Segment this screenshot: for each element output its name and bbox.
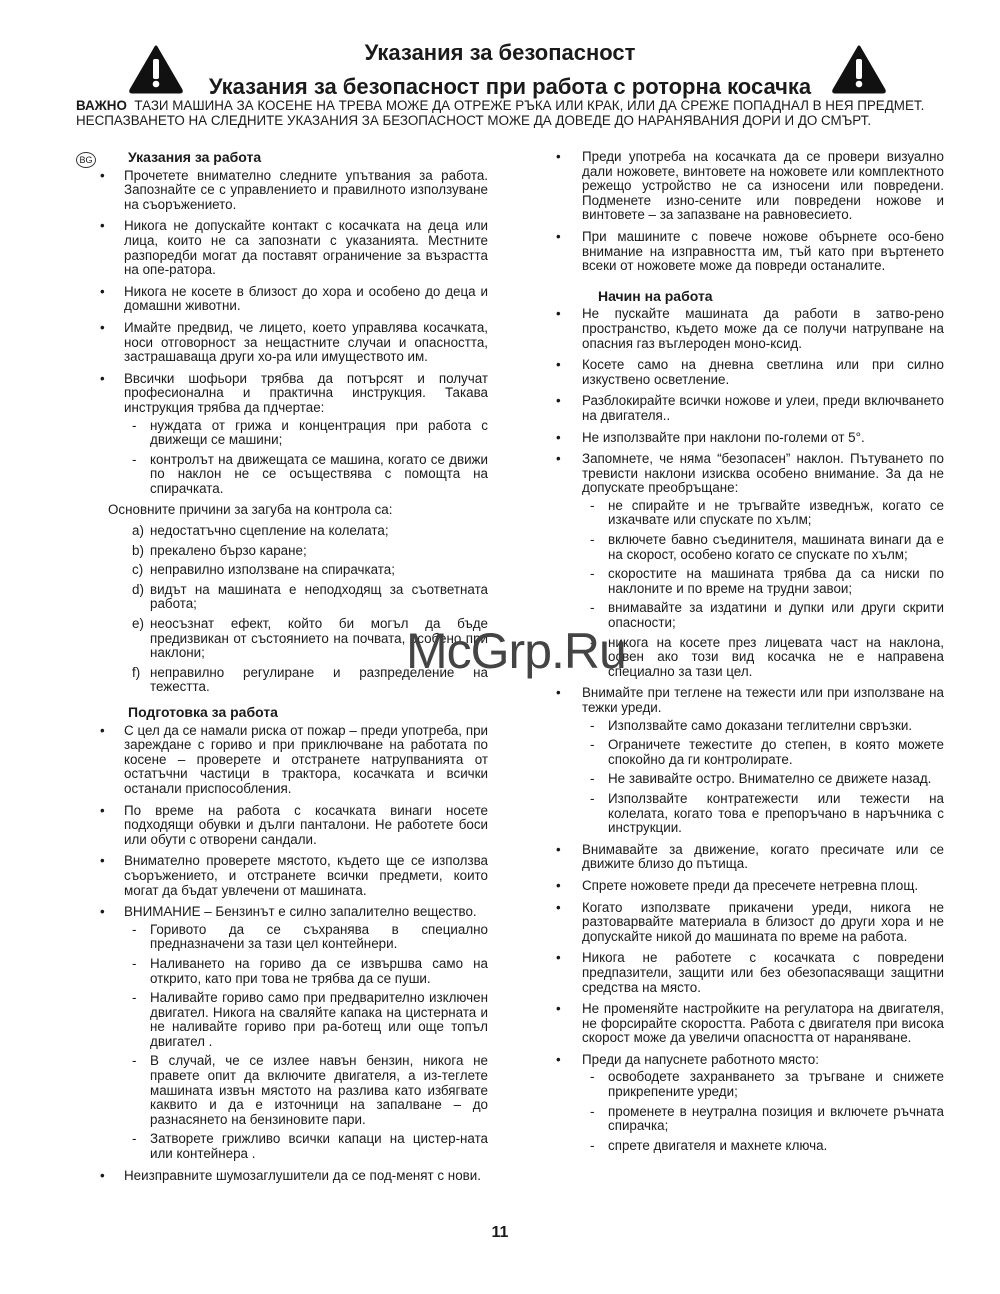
- dash-item: - скоростите на машината трябва да са ниски по наклоните и по време на трудни завои;: [582, 567, 944, 596]
- dash-item: - включете бавно съединителя, машината винаги да е на скорост, особено когато се спускате по хълм;: [582, 533, 944, 562]
- list-item: • По време на работа с косачката винаги носете подходящи обувки и дълги панталони. Не работете боси или обути с отворени сандали.: [76, 804, 488, 848]
- list-item: • Не използвайте при наклони по-големи от 5°.: [556, 431, 944, 446]
- list-item: [76, 372, 488, 497]
- important-text: ТАЗИ МАШИНА ЗА КОСЕНЕ НА ТРЕВА МОЖЕ ДА ОТРЕЖЕ РЪКА ИЛИ КРАК, ИЛИ ДА СРЕЖЕ ПОПАДНАЛ В НЕЯ ПРЕДМЕТ. НЕСПАЗВАНЕТО НА СЛЕДНИТЕ УКАЗАНИЯ ЗА БЕЗОПАСНОСТ МОЖЕ ДА ДОВЕДЕ ДО НАРАНЯВАНИЯ ДОРИ И ДО СМЪРТ.: [76, 98, 925, 128]
- cause-item: [76, 544, 488, 559]
- cause-letter: f): [132, 664, 141, 680]
- dash-item: - променете в неутрална позиция и включете ръчната спирачка;: [582, 1105, 944, 1134]
- dash-item: - спрете двигателя и махнете ключа.: [582, 1139, 944, 1154]
- list-item: • Не променяйте настройките на регулатора на двигателя, не форсирайте скоростта. Работа с двигателя при висока скорост може да увеличи опасността от нараняване.: [556, 1002, 944, 1046]
- dash-item: - Горивото да се съхранява в специално предназначени за тази цел контейнери.: [124, 923, 488, 952]
- cause-item: [76, 563, 488, 578]
- list-item: • Разблокирайте всички ножове и улеи, преди включването на двигателя..: [556, 394, 944, 423]
- list-item: • Никога не работете с косачката с повредени предпазители, защити или без обезопасяващи защитни средства на място.: [556, 951, 944, 995]
- language-badge: BG: [76, 152, 96, 168]
- list-item-text: Внимайте при теглене на тежести или при използване на тежки уреди.: [582, 685, 944, 715]
- list-item: • Никога не косете в близост до хора и особено до деца и домашни животни.: [76, 285, 488, 314]
- cause-letter: c): [132, 562, 144, 578]
- important-label: ВАЖНО: [76, 98, 127, 113]
- list-item: • Не пускайте машината да работи в затво-рено пространство, където може да се получи натрупване на опасния газ въглероден моно-ксид.: [556, 307, 944, 351]
- causes-intro: Основните причини за загуба на контрола са:: [108, 502, 393, 518]
- page-title: Указания за безопасност: [364, 40, 636, 65]
- cause-letter: d): [132, 581, 144, 597]
- dash-item: - нуждата от грижа и концентрация при работа с движещи се машини;: [124, 419, 488, 448]
- list-item-text: Преди да напуснете работното място:: [582, 1051, 819, 1067]
- dash-item: - не спирайте и не тръгвайте изведнъж, когато се изкачвате или спускате по хълм;: [582, 499, 944, 528]
- important-notice: [76, 98, 956, 128]
- cause-text: неправилно използване на спирачката;: [150, 562, 395, 578]
- cause-letter: a): [132, 523, 144, 539]
- dash-item: - Използвайте контратежести или тежести на колелата, когато това е препоръчано в наръчника с инструкции.: [582, 792, 944, 836]
- watermark-text: McGrp.Ru: [406, 623, 626, 679]
- dash-item: - Наливайте гориво само при предварително изключен двигател. Никога на сваляйте капака на цистерната и не наливайте гориво при ра-ботещ или още топъл двигател .: [124, 991, 488, 1049]
- list-item: • Неизправните шумозаглушители да се под-менят с нови.: [76, 1169, 488, 1184]
- page-number: 11: [491, 1224, 509, 1241]
- dash-item: - В случай, че се излее навън бензин, никога не правете опит да включите двигателя, а из-теглете машината извън мястото на разлива като избягвате каквито и да е източници на запалване – до разнасянето на бензиновите пари.: [124, 1054, 488, 1127]
- list-item: • Косете само на дневна светлина или при силно изкуствено осветление.: [556, 358, 944, 387]
- dash-item: - освободете захранването за тръгване и снижете прикрепените уреди;: [582, 1070, 944, 1099]
- cause-item: [76, 524, 488, 539]
- list-item: • При машините с повече ножове обърнете осо-бено внимание на изправността им, тъй като при въртенето всеки от ножовете може да повреди останалите.: [556, 230, 944, 274]
- list-item: • Прочетете внимателно следните упътвания за работа. Запознайте се с управлението и правилното използуване на съоръжението.: [76, 169, 488, 213]
- dash-item: - Не завивайте остро. Внимателно се движете назад.: [582, 772, 944, 787]
- dash-item: - никога на косете през лицевата част на наклона, освен ако този вид косачка не е направена специално за тази цел.: [582, 636, 944, 680]
- list-item: • Имайте предвид, че лицето, което управлява косачката, носи отговорност за нещастните случаи и опасността, застрашаваща други хо-ра или имуществото им.: [76, 321, 488, 365]
- list-item-text: Ввсички шофьори трябва да потърсят и получат професионална и практична инструкция. Такава инструкция трябва да пдчертае:: [124, 370, 488, 415]
- dash-item: - Ограничете тежестите до степен, в която можете спокойно да ги контролирате.: [582, 738, 944, 767]
- list-item: • Внимателно проверете мястото, където ще се използва съоръжението, и отстранете всички предмети, които могат да бъдат увлечени от машината.: [76, 854, 488, 898]
- dash-item: - Затворете грижливо всички капаци на цистер-ната или контейнера .: [124, 1132, 488, 1161]
- cause-text: видът на машината е неподходящ за съответната работа;: [150, 581, 488, 612]
- list-item: [556, 1053, 944, 1154]
- list-item: • Никога не допускайте контакт с косачката на деца или лица, които не са запознати с указанията. Местните разпоредби могат да поставят ограничение за възрастта на опе-ратора.: [76, 219, 488, 277]
- dash-item: - внимавайте за издатини и дупки или други скрити опасности;: [582, 601, 944, 630]
- list-item: • Когато използвате прикачени уреди, никога не разтоварвайте материала в близост до други хора и не допускайте никой до машината по време на работа.: [556, 901, 944, 945]
- cause-item: [76, 583, 488, 612]
- list-item: [76, 905, 488, 1162]
- list-item: • С цел да се намали риска от пожар – преди употреба, при зареждане с гориво и при приключване на работата по косене – проверете и отстранете натрупванията от остатъчни частици в трактора, косачката и всички останали приспособления.: [76, 724, 488, 797]
- list-item: [556, 686, 944, 835]
- section-heading: Подготовка за работа: [128, 704, 278, 720]
- section-heading: Указания за работа: [128, 149, 262, 165]
- section-heading: Начин на работа: [598, 287, 713, 304]
- dash-item: - контролът на движещата се машина, когато се движи по наклон не се осъществява с помощта на спирачката.: [124, 453, 488, 497]
- cause-letter: b): [132, 542, 144, 558]
- dash-item: - Използвайте само доказани теглителни свръзки.: [582, 719, 944, 734]
- list-item-text: Запомнете, че няма “безопасен” наклон. Пътуването по тревисти наклони изисква особено внимание. За да не допускате преобръщане:: [582, 451, 944, 496]
- cause-text: прекалено бързо каране;: [150, 542, 307, 558]
- cause-text: неправилно регулиране и разпределение на тежестта.: [150, 664, 488, 695]
- list-item: • Преди употреба на косачката да се провери визуално дали ножовете, винтовете на ножовете или комплектното режещо устройство не са износени или повредени. Подменете изно-сените или повредени ножове и винтовете – за запазване на равновесието.: [556, 150, 944, 223]
- page-subtitle: Указания за безопасност при работа с роторна косачка: [208, 74, 812, 99]
- dash-item: - Наливането на гориво да се извършва само на открито, като при това не трябва да се пуши.: [124, 957, 488, 986]
- cause-letter: e): [132, 616, 144, 632]
- list-item-text: ВНИМАНИЕ – Бензинът е силно запалително вещество.: [124, 904, 477, 920]
- list-item: • Внимавайте за движение, когато пресичате или се движите близо до пътища.: [556, 843, 944, 872]
- cause-text: недостатъчно сцепление на колелата;: [150, 523, 389, 539]
- list-item: • Спрете ножовете преди да пресечете нетревна площ.: [556, 879, 944, 894]
- cause-text: неосъзнат ефект, който би могъл да бъде предизвикан от състоянието на почвата, особено при наклони;: [150, 616, 488, 661]
